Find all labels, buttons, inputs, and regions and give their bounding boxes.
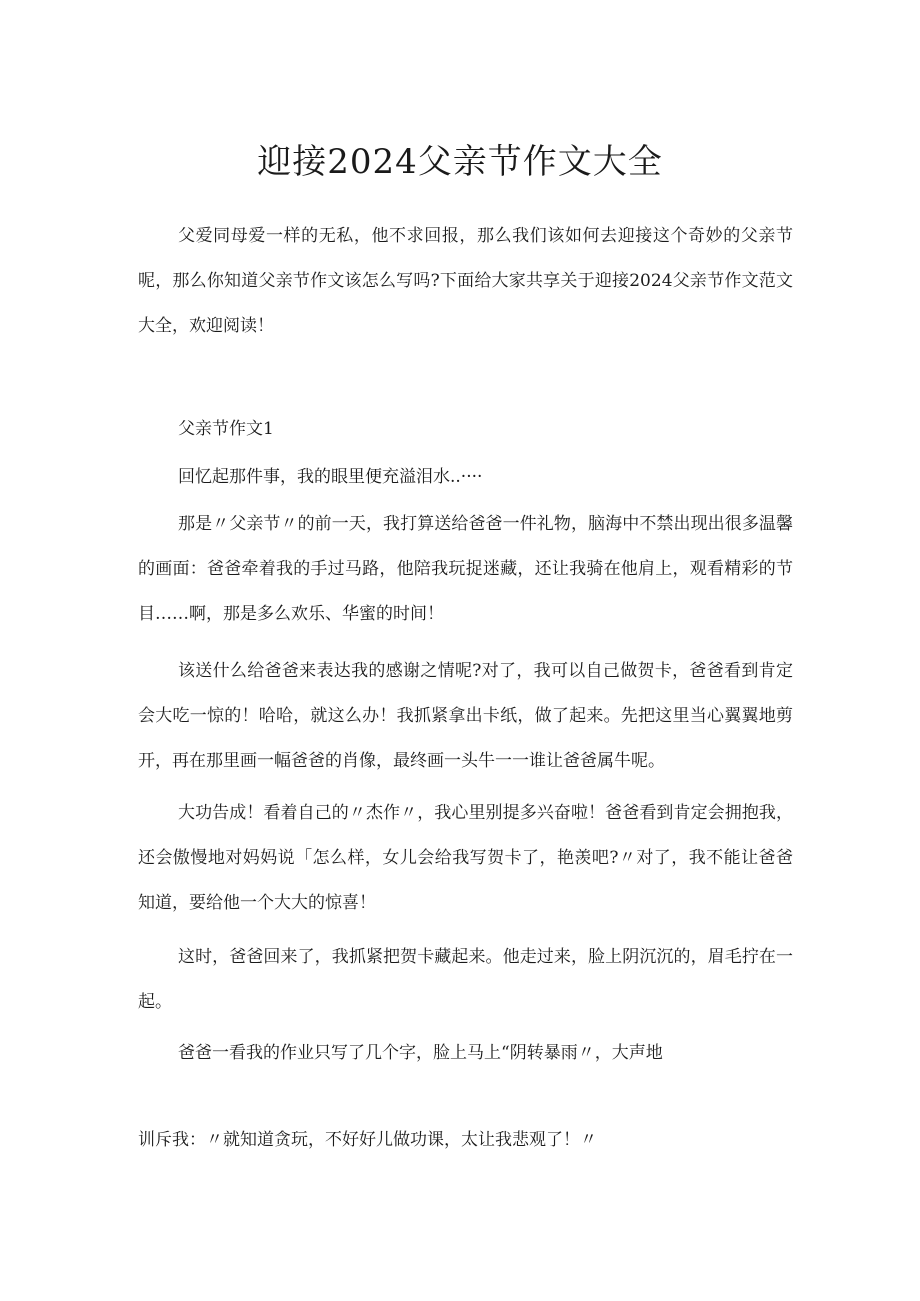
paragraph-4: 大功告成！看着自己的〃杰作〃，我心里别提多兴奋啦！爸爸看到肯定会拥抱我，还会傲慢地对妈妈说「怎么样，女儿会给我写贺卡了，艳羡吧?〃对了，我不能让爸爸知道，要给他一个大大的惊喜！: [138, 803, 793, 913]
intro-paragraph: 父爱同母爱一样的无私，他不求回报，那么我们该如何去迎接这个奇妙的父亲节呢，那么你知道父亲节作文该怎么写吗?下面给大家共享关于迎接2024父亲节作文范文大全，欢迎阅读！: [138, 226, 793, 336]
paragraph-3: 该送什么给爸爸来表达我的感谢之情呢?对了，我可以自己做贺卡，爸爸看到肯定会大吃一惊的！哈哈，就这么办！我抓紧拿出卡纸，做了起来。先把这里当心翼翼地剪开，再在那里画一幅爸爸的肖像，最终画一头牛一一谁让爸爸属牛呢。: [138, 661, 793, 771]
paragraph-2: 那是〃父亲节〃的前一天，我打算送给爸爸一件礼物，脑海中不禁出现出很多温馨的画面：爸爸牵着我的手过马路，他陪我玩捉迷藏，还让我骑在他肩上，观看精彩的节目……啊，那是多么欢乐、华蜜的时间！: [138, 514, 793, 624]
paragraph-6: 爸爸一看我的作业只写了几个字，脸上马上“阴转暴雨〃，大声地: [178, 1043, 663, 1063]
paragraph-continuation: 训斥我：〃就知道贪玩，不好好儿做功课，太让我悲观了！〃: [138, 1130, 597, 1150]
section-heading: 父亲节作文1: [178, 419, 274, 439]
document-title: 迎接2024父亲节作文大全: [257, 142, 663, 182]
paragraph-1: 回忆起那件事，我的眼里便充溢泪水..····: [178, 467, 483, 487]
paragraph-5: 这时，爸爸回来了，我抓紧把贺卡藏起来。他走过来，脸上阴沉沉的，眉毛拧在一起。: [138, 947, 793, 1012]
